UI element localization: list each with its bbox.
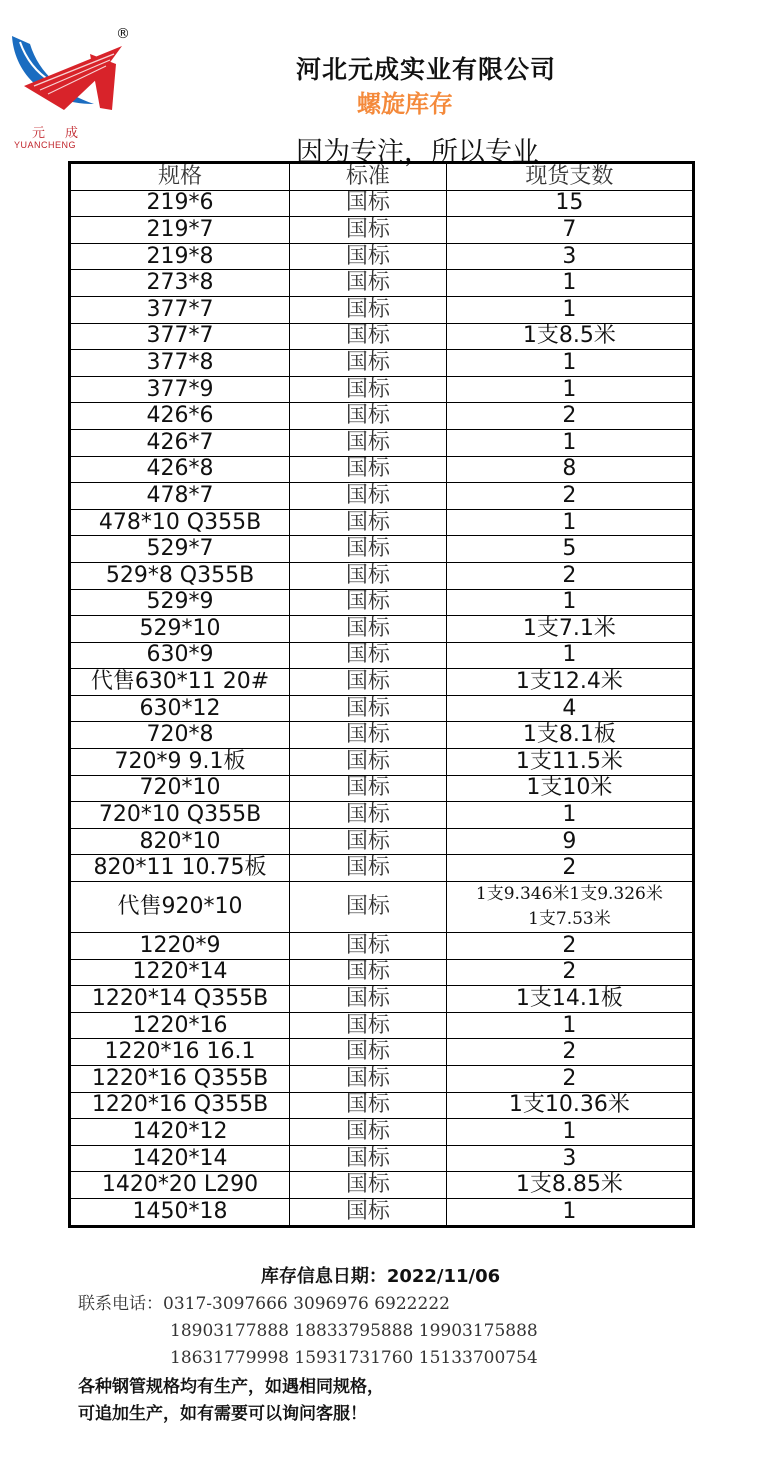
column-header-standard: 标准 bbox=[290, 163, 447, 191]
cell-quantity: 2 bbox=[446, 562, 693, 589]
logo-text-cn: 元成 bbox=[32, 126, 99, 141]
cell-standard: 国标 bbox=[290, 828, 447, 855]
cell-spec: 720*8 bbox=[70, 722, 290, 749]
phones-line-3: 18631779998 15931731760 15133700754 bbox=[170, 1348, 538, 1368]
cell-spec: 426*7 bbox=[70, 429, 290, 456]
cell-standard: 国标 bbox=[290, 190, 447, 217]
table-row bbox=[70, 536, 694, 563]
cell-standard: 国标 bbox=[290, 882, 447, 933]
note-line-2: 可追加生产，如有需要可以询问客服！ bbox=[78, 1404, 367, 1424]
cell-spec: 529*10 bbox=[70, 616, 290, 643]
table-row bbox=[70, 642, 694, 669]
cell-standard: 国标 bbox=[290, 296, 447, 323]
cell-standard: 国标 bbox=[290, 243, 447, 270]
cell-standard: 国标 bbox=[290, 376, 447, 403]
table-row bbox=[70, 509, 694, 536]
inventory-table bbox=[68, 161, 695, 1228]
cell-quantity-line-2: 1支7.53米 bbox=[528, 909, 611, 930]
cell-standard: 国标 bbox=[290, 589, 447, 616]
table-row bbox=[70, 1119, 694, 1146]
cell-standard: 国标 bbox=[290, 323, 447, 350]
cell-standard: 国标 bbox=[290, 1012, 447, 1039]
company-name: 河北元成实业有限公司 bbox=[296, 55, 557, 84]
cell-quantity: 3 bbox=[446, 1145, 693, 1172]
cell-quantity: 2 bbox=[446, 1039, 693, 1066]
cell-standard: 国标 bbox=[290, 855, 447, 882]
cell-standard: 国标 bbox=[290, 1092, 447, 1119]
cell-spec: 720*10 Q355B bbox=[70, 802, 290, 829]
table-row bbox=[70, 933, 694, 960]
cell-quantity: 1支14.1板 bbox=[446, 986, 693, 1013]
table-row bbox=[70, 695, 694, 722]
cell-quantity: 1 bbox=[446, 1012, 693, 1039]
cell-standard: 国标 bbox=[290, 536, 447, 563]
cell-spec: 377*7 bbox=[70, 323, 290, 350]
production-note bbox=[78, 1374, 384, 1428]
table-row bbox=[70, 722, 694, 749]
cell-spec: 820*10 bbox=[70, 828, 290, 855]
cell-spec: 820*11 10.75板 bbox=[70, 855, 290, 882]
table-row bbox=[70, 669, 694, 696]
cell-quantity: 1支10.36米 bbox=[446, 1092, 693, 1119]
cell-quantity: 2 bbox=[446, 403, 693, 430]
table-row bbox=[70, 1066, 694, 1093]
cell-standard: 国标 bbox=[290, 722, 447, 749]
cell-quantity: 1 bbox=[446, 509, 693, 536]
table-row bbox=[70, 986, 694, 1013]
cell-standard: 国标 bbox=[290, 695, 447, 722]
cell-quantity: 1 bbox=[446, 270, 693, 297]
table-row bbox=[70, 959, 694, 986]
table-row bbox=[70, 296, 694, 323]
cell-standard: 国标 bbox=[290, 217, 447, 244]
table-row bbox=[70, 1012, 694, 1039]
cell-standard: 国标 bbox=[290, 959, 447, 986]
cell-quantity: 1 bbox=[446, 1198, 693, 1226]
cell-standard: 国标 bbox=[290, 802, 447, 829]
column-header-quantity: 现货支数 bbox=[446, 163, 693, 191]
cell-quantity: 1支8.1板 bbox=[446, 722, 693, 749]
contact-block bbox=[78, 1291, 538, 1372]
cell-quantity: 1支10米 bbox=[446, 775, 693, 802]
cell-spec: 426*6 bbox=[70, 403, 290, 430]
slogan: 因为专注，所以专业 bbox=[296, 137, 539, 168]
cell-standard: 国标 bbox=[290, 562, 447, 589]
cell-spec: 720*9 9.1板 bbox=[70, 749, 290, 776]
logo-text-en: YUANCHENG bbox=[14, 140, 77, 150]
cell-quantity: 1 bbox=[446, 429, 693, 456]
cell-standard: 国标 bbox=[290, 1145, 447, 1172]
cell-quantity: 2 bbox=[446, 959, 693, 986]
cell-quantity: 1 bbox=[446, 802, 693, 829]
table-row bbox=[70, 217, 694, 244]
cell-spec: 219*8 bbox=[70, 243, 290, 270]
table-row bbox=[70, 589, 694, 616]
cell-quantity: 1支8.5米 bbox=[446, 323, 693, 350]
cell-spec: 1420*20 L290 bbox=[70, 1172, 290, 1199]
table-row bbox=[70, 243, 694, 270]
cell-spec: 1220*9 bbox=[70, 933, 290, 960]
cell-quantity: 7 bbox=[446, 217, 693, 244]
table-row bbox=[70, 350, 694, 377]
cell-quantity: 3 bbox=[446, 243, 693, 270]
table-row bbox=[70, 802, 694, 829]
cell-spec: 1220*14 Q355B bbox=[70, 986, 290, 1013]
cell-spec: 478*7 bbox=[70, 483, 290, 510]
cell-standard: 国标 bbox=[290, 1066, 447, 1093]
table-row bbox=[70, 190, 694, 217]
table-row bbox=[70, 429, 694, 456]
table-body bbox=[70, 190, 694, 1226]
cell-standard: 国标 bbox=[290, 1119, 447, 1146]
cell-quantity: 1 bbox=[446, 350, 693, 377]
cell-spec: 377*8 bbox=[70, 350, 290, 377]
phones-line-2: 18903177888 18833795888 19903175888 bbox=[170, 1321, 538, 1341]
cell-standard: 国标 bbox=[290, 429, 447, 456]
page-subtitle: 螺旋库存 bbox=[357, 90, 453, 118]
table-row bbox=[70, 775, 694, 802]
cell-quantity: 2 bbox=[446, 483, 693, 510]
cell-standard: 国标 bbox=[290, 350, 447, 377]
cell-spec: 529*7 bbox=[70, 536, 290, 563]
note-line-1: 各种钢管规格均有生产，如遇相同规格， bbox=[78, 1377, 384, 1397]
table-row bbox=[70, 376, 694, 403]
cell-spec: 426*8 bbox=[70, 456, 290, 483]
table-row bbox=[70, 1092, 694, 1119]
registered-mark: ® bbox=[116, 26, 130, 42]
cell-spec: 1420*12 bbox=[70, 1119, 290, 1146]
cell-spec: 219*7 bbox=[70, 217, 290, 244]
cell-spec: 1450*18 bbox=[70, 1198, 290, 1226]
cell-spec: 377*9 bbox=[70, 376, 290, 403]
cell-spec: 1220*16 bbox=[70, 1012, 290, 1039]
cell-quantity: 9 bbox=[446, 828, 693, 855]
cell-standard: 国标 bbox=[290, 1039, 447, 1066]
cell-standard: 国标 bbox=[290, 1198, 447, 1226]
cell-spec: 1220*16 16.1 bbox=[70, 1039, 290, 1066]
table-row bbox=[70, 749, 694, 776]
cell-quantity: 1 bbox=[446, 376, 693, 403]
cell-standard: 国标 bbox=[290, 933, 447, 960]
cell-standard: 国标 bbox=[290, 270, 447, 297]
cell-spec: 529*8 Q355B bbox=[70, 562, 290, 589]
cell-standard: 国标 bbox=[290, 775, 447, 802]
table-row bbox=[70, 270, 694, 297]
table-row bbox=[70, 456, 694, 483]
table-row bbox=[70, 1039, 694, 1066]
cell-quantity: 15 bbox=[446, 190, 693, 217]
cell-standard: 国标 bbox=[290, 749, 447, 776]
column-header-spec: 规格 bbox=[70, 163, 290, 191]
cell-quantity: 1支11.5米 bbox=[446, 749, 693, 776]
cell-quantity: 1支8.85米 bbox=[446, 1172, 693, 1199]
cell-quantity: 4 bbox=[446, 695, 693, 722]
cell-quantity: 2 bbox=[446, 933, 693, 960]
cell-quantity: 8 bbox=[446, 456, 693, 483]
phones-line-1: 0317-3097666 3096976 6922222 bbox=[163, 1294, 450, 1314]
cell-spec: 代售920*10 bbox=[70, 882, 290, 933]
cell-quantity: 2 bbox=[446, 855, 693, 882]
table-row bbox=[70, 616, 694, 643]
cell-spec: 1220*16 Q355B bbox=[70, 1066, 290, 1093]
cell-spec: 630*12 bbox=[70, 695, 290, 722]
cell-quantity: 1 bbox=[446, 1119, 693, 1146]
cell-standard: 国标 bbox=[290, 986, 447, 1013]
table-header-row bbox=[70, 163, 694, 191]
table-row bbox=[70, 1198, 694, 1226]
cell-standard: 国标 bbox=[290, 642, 447, 669]
table-row bbox=[70, 828, 694, 855]
cell-standard: 国标 bbox=[290, 616, 447, 643]
table-row bbox=[70, 1172, 694, 1199]
cell-spec: 1220*16 Q355B bbox=[70, 1092, 290, 1119]
cell-standard: 国标 bbox=[290, 509, 447, 536]
cell-quantity: 1 bbox=[446, 296, 693, 323]
cell-quantity: 1 bbox=[446, 589, 693, 616]
cell-quantity: 5 bbox=[446, 536, 693, 563]
table-row bbox=[70, 323, 694, 350]
contact-label: 联系电话： bbox=[78, 1294, 163, 1314]
cell-standard: 国标 bbox=[290, 403, 447, 430]
cell-quantity: 1支7.1米 bbox=[446, 616, 693, 643]
cell-quantity: 2 bbox=[446, 1066, 693, 1093]
cell-spec: 273*8 bbox=[70, 270, 290, 297]
table-row bbox=[70, 403, 694, 430]
cell-spec: 630*9 bbox=[70, 642, 290, 669]
cell-spec: 529*9 bbox=[70, 589, 290, 616]
inventory-date: 库存信息日期：2022/11/06 bbox=[260, 1266, 501, 1287]
cell-standard: 国标 bbox=[290, 1172, 447, 1199]
cell-standard: 国标 bbox=[290, 456, 447, 483]
cell-quantity: 1 bbox=[446, 642, 693, 669]
cell-spec: 720*10 bbox=[70, 775, 290, 802]
cell-spec: 478*10 Q355B bbox=[70, 509, 290, 536]
cell-spec: 377*7 bbox=[70, 296, 290, 323]
table-row bbox=[70, 882, 694, 933]
table-row bbox=[70, 562, 694, 589]
cell-quantity-line-1: 1支9.346米1支9.326米 bbox=[475, 884, 663, 905]
cell-quantity bbox=[446, 882, 693, 933]
table-row bbox=[70, 855, 694, 882]
cell-quantity: 1支12.4米 bbox=[446, 669, 693, 696]
cell-spec: 1420*14 bbox=[70, 1145, 290, 1172]
cell-spec: 代售630*11 20# bbox=[70, 669, 290, 696]
cell-standard: 国标 bbox=[290, 483, 447, 510]
cell-spec: 1220*14 bbox=[70, 959, 290, 986]
cell-standard: 国标 bbox=[290, 669, 447, 696]
table-row bbox=[70, 1145, 694, 1172]
cell-spec: 219*6 bbox=[70, 190, 290, 217]
table-row bbox=[70, 483, 694, 510]
